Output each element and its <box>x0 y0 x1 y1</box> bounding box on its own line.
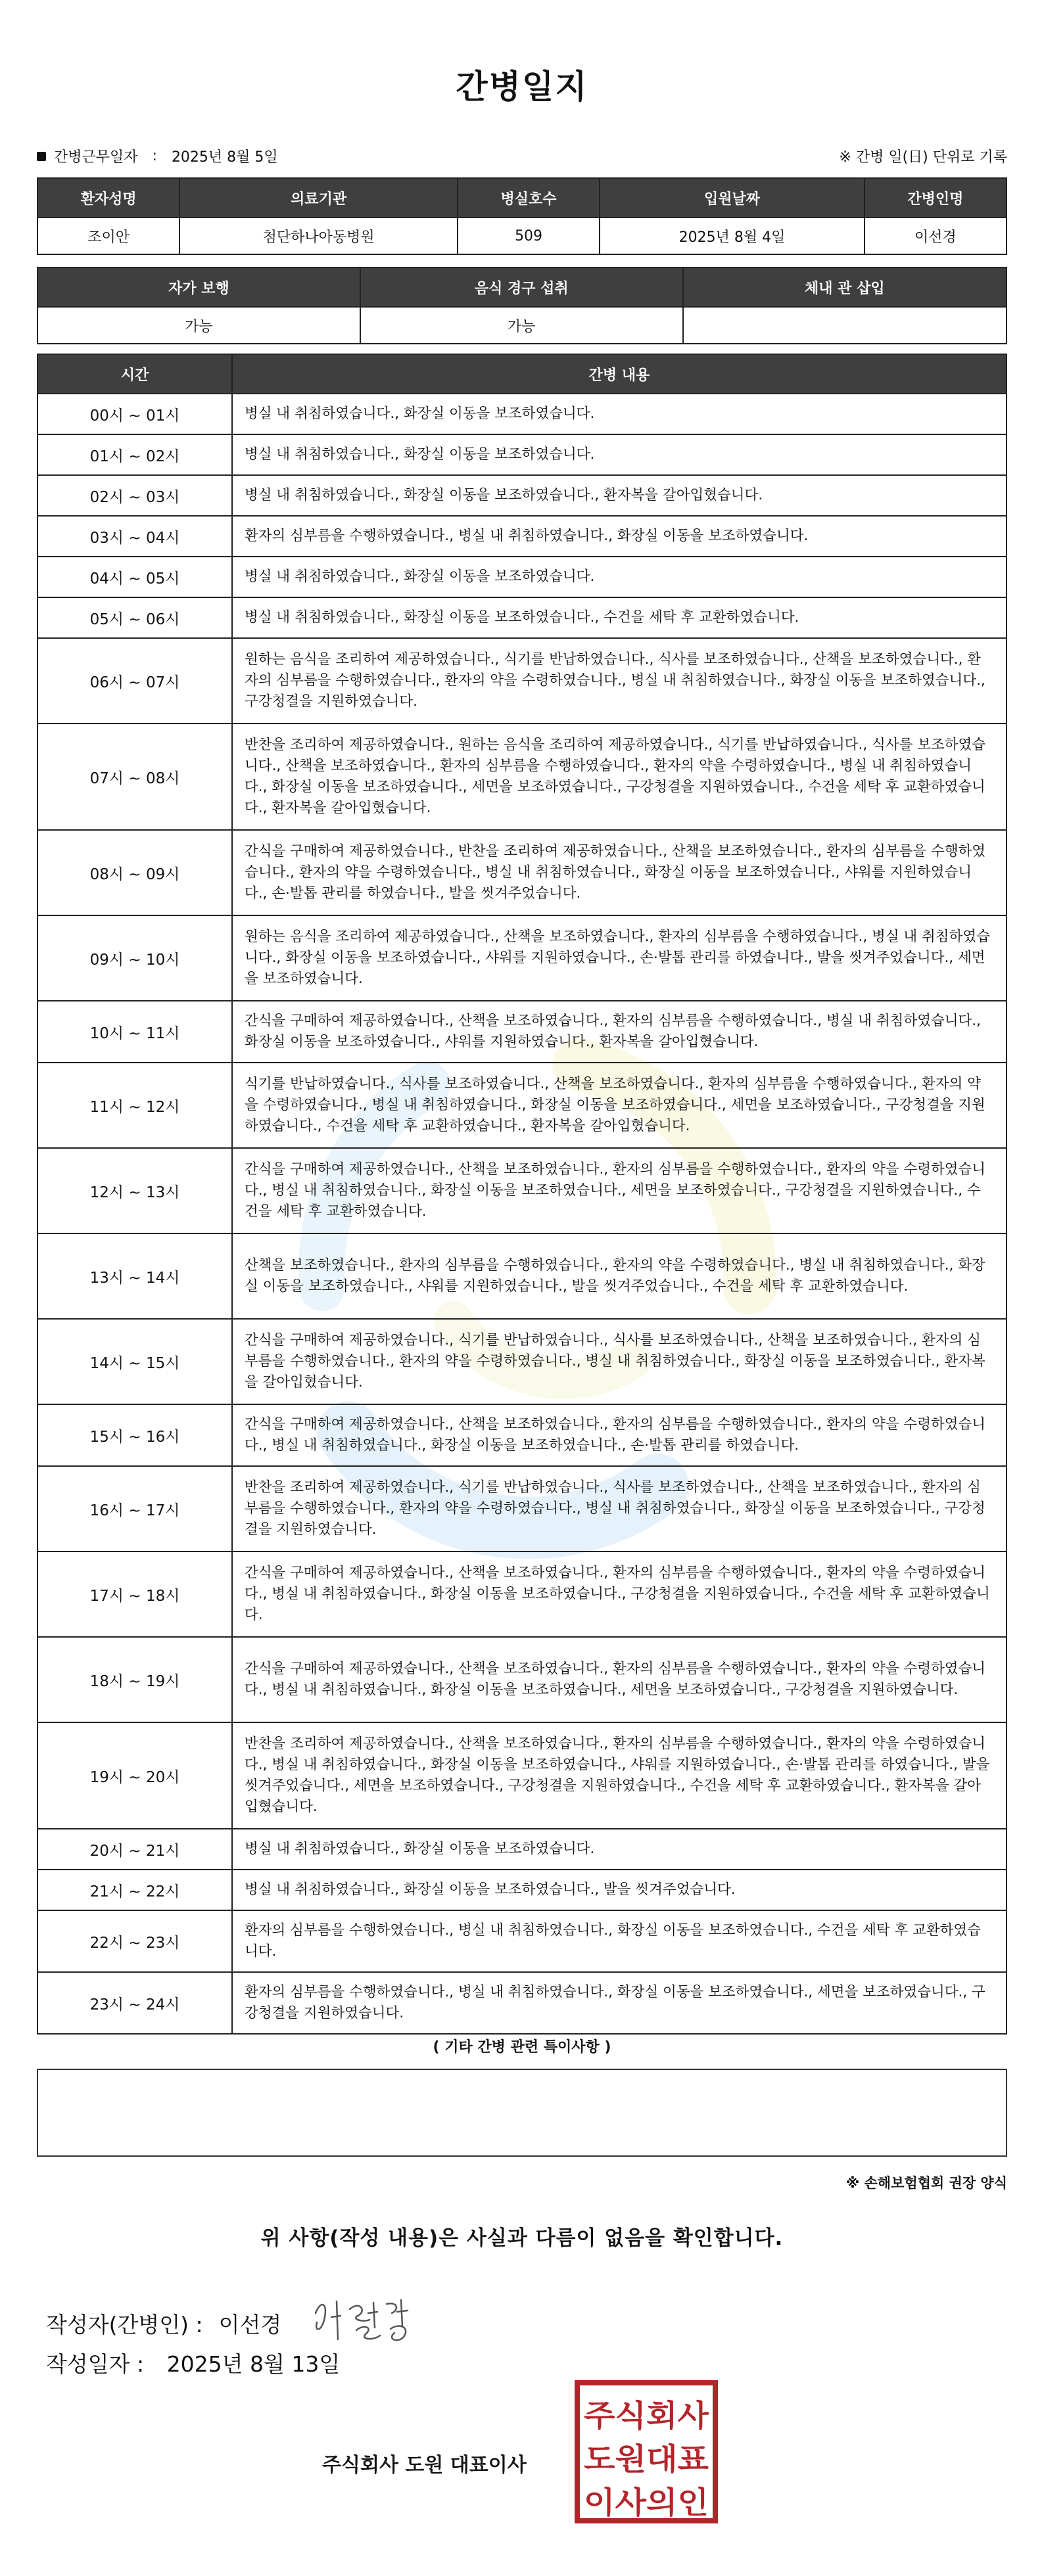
content-cell: 원하는 음식을 조리하여 제공하였습니다., 식기를 반납하였습니다., 식사를 보조하였습니다., 산책을 보조하였습니다., 환자의 심부름을 수행하였습니다., 환자의 약을 수령하였습니다., 병실 내 취침하였습니다., 화장실 이동을 보조하였습니다., 구강청결을 지원하였습니다. <box>232 638 1007 724</box>
table-row <box>37 1972 1007 2034</box>
table-row <box>37 307 1007 344</box>
content-cell: 반찬을 조리하여 제공하였습니다., 산책을 보조하였습니다., 환자의 심부름을 수행하였습니다., 환자의 약을 수령하였습니다., 병실 내 취침하였습니다., 화장실 이동을 보조하였습니다., 샤워를 지원하였습니다., 손·발톱 관리를 하였습니다., 발을 씻겨주었습니다., 세면을 보조하였습니다., 구강청결을 지원하였습니다., 수건을 세탁 후 교환하였습니다., 환자복을 갈아입혔습니다. <box>232 1722 1007 1829</box>
header-hospital: 의료기관 <box>179 178 458 218</box>
content-cell: 환자의 심부름을 수행하였습니다., 병실 내 취침하였습니다., 화장실 이동을 보조하였습니다., 세면을 보조하였습니다., 구강청결을 지원하였습니다. <box>232 1972 1007 2034</box>
table-row <box>37 1870 1007 1910</box>
patient-name: 조이안 <box>37 218 179 254</box>
time-cell: 13시 ~ 14시 <box>37 1233 232 1319</box>
content-cell: 간식을 구매하여 제공하였습니다., 산책을 보조하였습니다., 환자의 심부름을 수행하였습니다., 환자의 약을 수령하였습니다., 병실 내 취침하였습니다., 화장실 이동을 보조하였습니다., 세면을 보조하였습니다., 구강청결을 지원하였습니다. <box>232 1637 1007 1722</box>
table-row <box>37 1552 1007 1637</box>
table-row <box>37 830 1007 915</box>
time-cell: 20시 ~ 21시 <box>37 1829 232 1870</box>
header-oral-intake: 음식 경구 섭취 <box>360 267 683 307</box>
writer-name: 이선경 <box>218 2311 282 2337</box>
content-cell: 환자의 심부름을 수행하였습니다., 병실 내 취침하였습니다., 화장실 이동을 보조하였습니다. <box>232 516 1007 557</box>
table-row <box>37 1910 1007 1972</box>
content-cell: 환자의 심부름을 수행하였습니다., 병실 내 취침하였습니다., 화장실 이동을 보조하였습니다., 수건을 세탁 후 교환하였습니다. <box>232 1910 1007 1972</box>
table-header-row <box>37 354 1007 394</box>
table-row <box>37 597 1007 638</box>
content-cell: 병실 내 취침하였습니다., 화장실 이동을 보조하였습니다., 수건을 세탁 후 교환하였습니다. <box>232 597 1007 638</box>
time-cell: 22시 ~ 23시 <box>37 1910 232 1972</box>
special-notes-title: ( 기타 간병 관련 특이사항 ) <box>433 2039 611 2056</box>
time-cell: 11시 ~ 12시 <box>37 1063 232 1148</box>
table-row <box>37 1001 1007 1063</box>
unit-note: ※ 간병 일(日) 단위로 기록 <box>839 149 1007 166</box>
content-cell: 반찬을 조리하여 제공하였습니다., 식기를 반납하였습니다., 식사를 보조하였습니다., 산책을 보조하였습니다., 환자의 심부름을 수행하였습니다., 환자의 약을 수령하였습니다., 병실 내 취침하였습니다., 화장실 이동을 보조하였습니다., 구강청결을 지원하였습니다. <box>232 1466 1007 1552</box>
content-cell: 간식을 구매하여 제공하였습니다., 반찬을 조리하여 제공하였습니다., 산책을 보조하였습니다., 환자의 심부름을 수행하였습니다., 환자의 약을 수령하였습니다., 병실 내 취침하였습니다., 화장실 이동을 보조하였습니다., 샤워를 지원하였습니다., 손·발톱 관리를 하였습니다., 발을 씻겨주었습니다. <box>232 830 1007 915</box>
time-cell: 00시 ~ 01시 <box>37 394 232 434</box>
work-date-value: 2025년 8월 5일 <box>171 149 278 166</box>
table-row <box>37 1148 1007 1233</box>
header-admission-date: 입원날짜 <box>600 178 865 218</box>
company-signatory: 주식회사 도원 대표이사 <box>322 2454 527 2477</box>
content-cell: 병실 내 취침하였습니다., 화장실 이동을 보조하였습니다. <box>232 434 1007 475</box>
table-row <box>37 1233 1007 1319</box>
recommend-note: ※ 손해보험협회 권장 양식 <box>845 2175 1007 2191</box>
time-cell: 06시 ~ 07시 <box>37 638 232 724</box>
content-cell: 간식을 구매하여 제공하였습니다., 산책을 보조하였습니다., 환자의 심부름을 수행하였습니다., 환자의 약을 수령하였습니다., 병실 내 취침하였습니다., 화장실 이동을 보조하였습니다., 구강청결을 지원하였습니다., 수건을 세탁 후 교환하였습니다. <box>232 1552 1007 1637</box>
content-cell: 병실 내 취침하였습니다., 화장실 이동을 보조하였습니다., 환자복을 갈아입혔습니다. <box>232 475 1007 516</box>
content-cell: 간식을 구매하여 제공하였습니다., 산책을 보조하였습니다., 환자의 심부름을 수행하였습니다., 환자의 약을 수령하였습니다., 병실 내 취침하였습니다., 화장실 이동을 보조하였습니다., 손·발톱 관리를 하였습니다. <box>232 1404 1007 1466</box>
time-cell: 14시 ~ 15시 <box>37 1319 232 1404</box>
table-row <box>37 1404 1007 1466</box>
writer-row <box>46 2293 419 2353</box>
time-cell: 07시 ~ 08시 <box>37 724 232 830</box>
time-cell: 19시 ~ 20시 <box>37 1722 232 1829</box>
time-cell: 10시 ~ 11시 <box>37 1001 232 1063</box>
hospital-name: 첨단하나아동병원 <box>179 218 458 254</box>
seal-line-2: 도원대표 <box>584 2441 709 2477</box>
table-row <box>37 1829 1007 1870</box>
content-cell: 간식을 구매하여 제공하였습니다., 산책을 보조하였습니다., 환자의 심부름을 수행하였습니다., 환자의 약을 수령하였습니다., 병실 내 취침하였습니다., 화장실 이동을 보조하였습니다., 세면을 보조하였습니다., 구강청결을 지원하였습니다., 수건을 세탁 후 교환하였습니다. <box>232 1148 1007 1233</box>
content-cell: 병실 내 취침하였습니다., 화장실 이동을 보조하였습니다. <box>232 557 1007 597</box>
time-cell: 01시 ~ 02시 <box>37 434 232 475</box>
admission-date: 2025년 8월 4일 <box>600 218 865 254</box>
confirm-statement: 위 사항(작성 내용)은 사실과 다름이 없음을 확인합니다. <box>260 2226 784 2250</box>
content-cell: 병실 내 취침하였습니다., 화장실 이동을 보조하였습니다., 발을 씻겨주었습니다. <box>232 1870 1007 1910</box>
square-bullet-icon <box>37 152 46 161</box>
table-row <box>37 394 1007 434</box>
page-title: 간병일지 <box>456 68 588 106</box>
write-date-row <box>46 2347 340 2378</box>
time-cell: 04시 ~ 05시 <box>37 557 232 597</box>
company-seal-stamp <box>573 2379 719 2525</box>
handwritten-signature <box>308 2293 419 2353</box>
content-cell: 병실 내 취침하였습니다., 화장실 이동을 보조하였습니다. <box>232 394 1007 434</box>
table-row <box>37 1319 1007 1404</box>
time-cell: 08시 ~ 09시 <box>37 830 232 915</box>
time-cell: 17시 ~ 18시 <box>37 1552 232 1637</box>
time-cell: 02시 ~ 03시 <box>37 475 232 516</box>
content-cell: 간식을 구매하여 제공하였습니다., 식기를 반납하였습니다., 식사를 보조하였습니다., 산책을 보조하였습니다., 환자의 심부름을 수행하였습니다., 환자의 약을 수령하였습니다., 병실 내 취침하였습니다., 화장실 이동을 보조하였습니다., 환자복을 갈아입혔습니다. <box>232 1319 1007 1404</box>
header-tube-insertion: 체내 관 삽입 <box>683 267 1007 307</box>
table-row <box>37 475 1007 516</box>
tube-insertion-value <box>683 307 1007 344</box>
time-cell: 05시 ~ 06시 <box>37 597 232 638</box>
patient-ability-table <box>37 267 1007 344</box>
time-cell: 16시 ~ 17시 <box>37 1466 232 1552</box>
write-date-label: 작성일자 : <box>46 2351 145 2377</box>
table-row <box>37 1063 1007 1148</box>
header-room-number: 병실호수 <box>458 178 600 218</box>
time-cell: 03시 ~ 04시 <box>37 516 232 557</box>
table-row <box>37 218 1007 254</box>
time-cell: 12시 ~ 13시 <box>37 1148 232 1233</box>
header-patient-name: 환자성명 <box>37 178 179 218</box>
content-cell: 간식을 구매하여 제공하였습니다., 산책을 보조하였습니다., 환자의 심부름을 수행하였습니다., 병실 내 취침하였습니다., 화장실 이동을 보조하였습니다., 샤워를 지원하였습니다., 환자복을 갈아입혔습니다. <box>232 1001 1007 1063</box>
writer-label: 작성자(간병인) : <box>46 2311 203 2337</box>
colon: : <box>152 148 157 164</box>
table-row <box>37 434 1007 475</box>
time-cell: 23시 ~ 24시 <box>37 1972 232 2034</box>
table-row <box>37 1466 1007 1552</box>
content-cell: 산책을 보조하였습니다., 환자의 심부름을 수행하였습니다., 환자의 약을 수령하였습니다., 병실 내 취침하였습니다., 화장실 이동을 보조하였습니다., 샤워를 지원하였습니다., 발을 씻겨주었습니다., 수건을 세탁 후 교환하였습니다. <box>232 1233 1007 1319</box>
header-care-content: 간병 내용 <box>232 354 1007 394</box>
table-row <box>37 1637 1007 1722</box>
header-caregiver-name: 간병인명 <box>865 178 1007 218</box>
room-number: 509 <box>458 218 600 254</box>
time-cell: 21시 ~ 22시 <box>37 1870 232 1910</box>
write-date-value: 2025년 8월 13일 <box>166 2351 341 2377</box>
self-walking-value: 가능 <box>37 307 360 344</box>
work-date-row <box>37 146 278 166</box>
content-cell: 반찬을 조리하여 제공하였습니다., 원하는 음식을 조리하여 제공하였습니다., 식기를 반납하였습니다., 식사를 보조하였습니다., 산책을 보조하였습니다., 환자의 심부름을 수행하였습니다., 환자의 약을 수령하였습니다., 병실 내 취침하였습니다., 화장실 이동을 보조하였습니다., 세면을 보조하였습니다., 구강청결을 지원하였습니다., 수건을 세탁 후 교환하였습니다., 환자복을 갈아입혔습니다. <box>232 724 1007 830</box>
seal-line-3: 이사의인 <box>584 2485 709 2520</box>
table-row <box>37 516 1007 557</box>
time-cell: 18시 ~ 19시 <box>37 1637 232 1722</box>
content-cell: 원하는 음식을 조리하여 제공하였습니다., 산책을 보조하였습니다., 환자의 심부름을 수행하였습니다., 병실 내 취침하였습니다., 화장실 이동을 보조하였습니다., 샤워를 지원하였습니다., 손·발톱 관리를 하였습니다., 발을 씻겨주었습니다., 세면을 보조하였습니다. <box>232 915 1007 1001</box>
caregiver-name: 이선경 <box>865 218 1007 254</box>
table-row <box>37 724 1007 830</box>
content-cell: 병실 내 취침하였습니다., 화장실 이동을 보조하였습니다. <box>232 1829 1007 1870</box>
seal-line-1: 주식회사 <box>584 2398 709 2433</box>
special-notes-box <box>37 2069 1007 2157</box>
time-cell: 09시 ~ 10시 <box>37 915 232 1001</box>
oral-intake-value: 가능 <box>360 307 683 344</box>
patient-info-table <box>37 177 1007 255</box>
table-row <box>37 557 1007 597</box>
table-header-row <box>37 178 1007 218</box>
header-self-walking: 자가 보행 <box>37 267 360 307</box>
header-time: 시간 <box>37 354 232 394</box>
table-header-row <box>37 267 1007 307</box>
table-row <box>37 915 1007 1001</box>
work-date-label: 간병근무일자 <box>54 149 138 166</box>
content-cell: 식기를 반납하였습니다., 식사를 보조하였습니다., 산책을 보조하였습니다., 환자의 심부름을 수행하였습니다., 환자의 약을 수령하였습니다., 병실 내 취침하였습니다., 화장실 이동을 보조하였습니다., 세면을 보조하였습니다., 구강청결을 지원하였습니다., 수건을 세탁 후 교환하였습니다., 환자복을 갈아입혔습니다. <box>232 1063 1007 1148</box>
time-cell: 15시 ~ 16시 <box>37 1404 232 1466</box>
table-row <box>37 1722 1007 1829</box>
table-row <box>37 638 1007 724</box>
hourly-care-log-table <box>37 354 1007 2035</box>
